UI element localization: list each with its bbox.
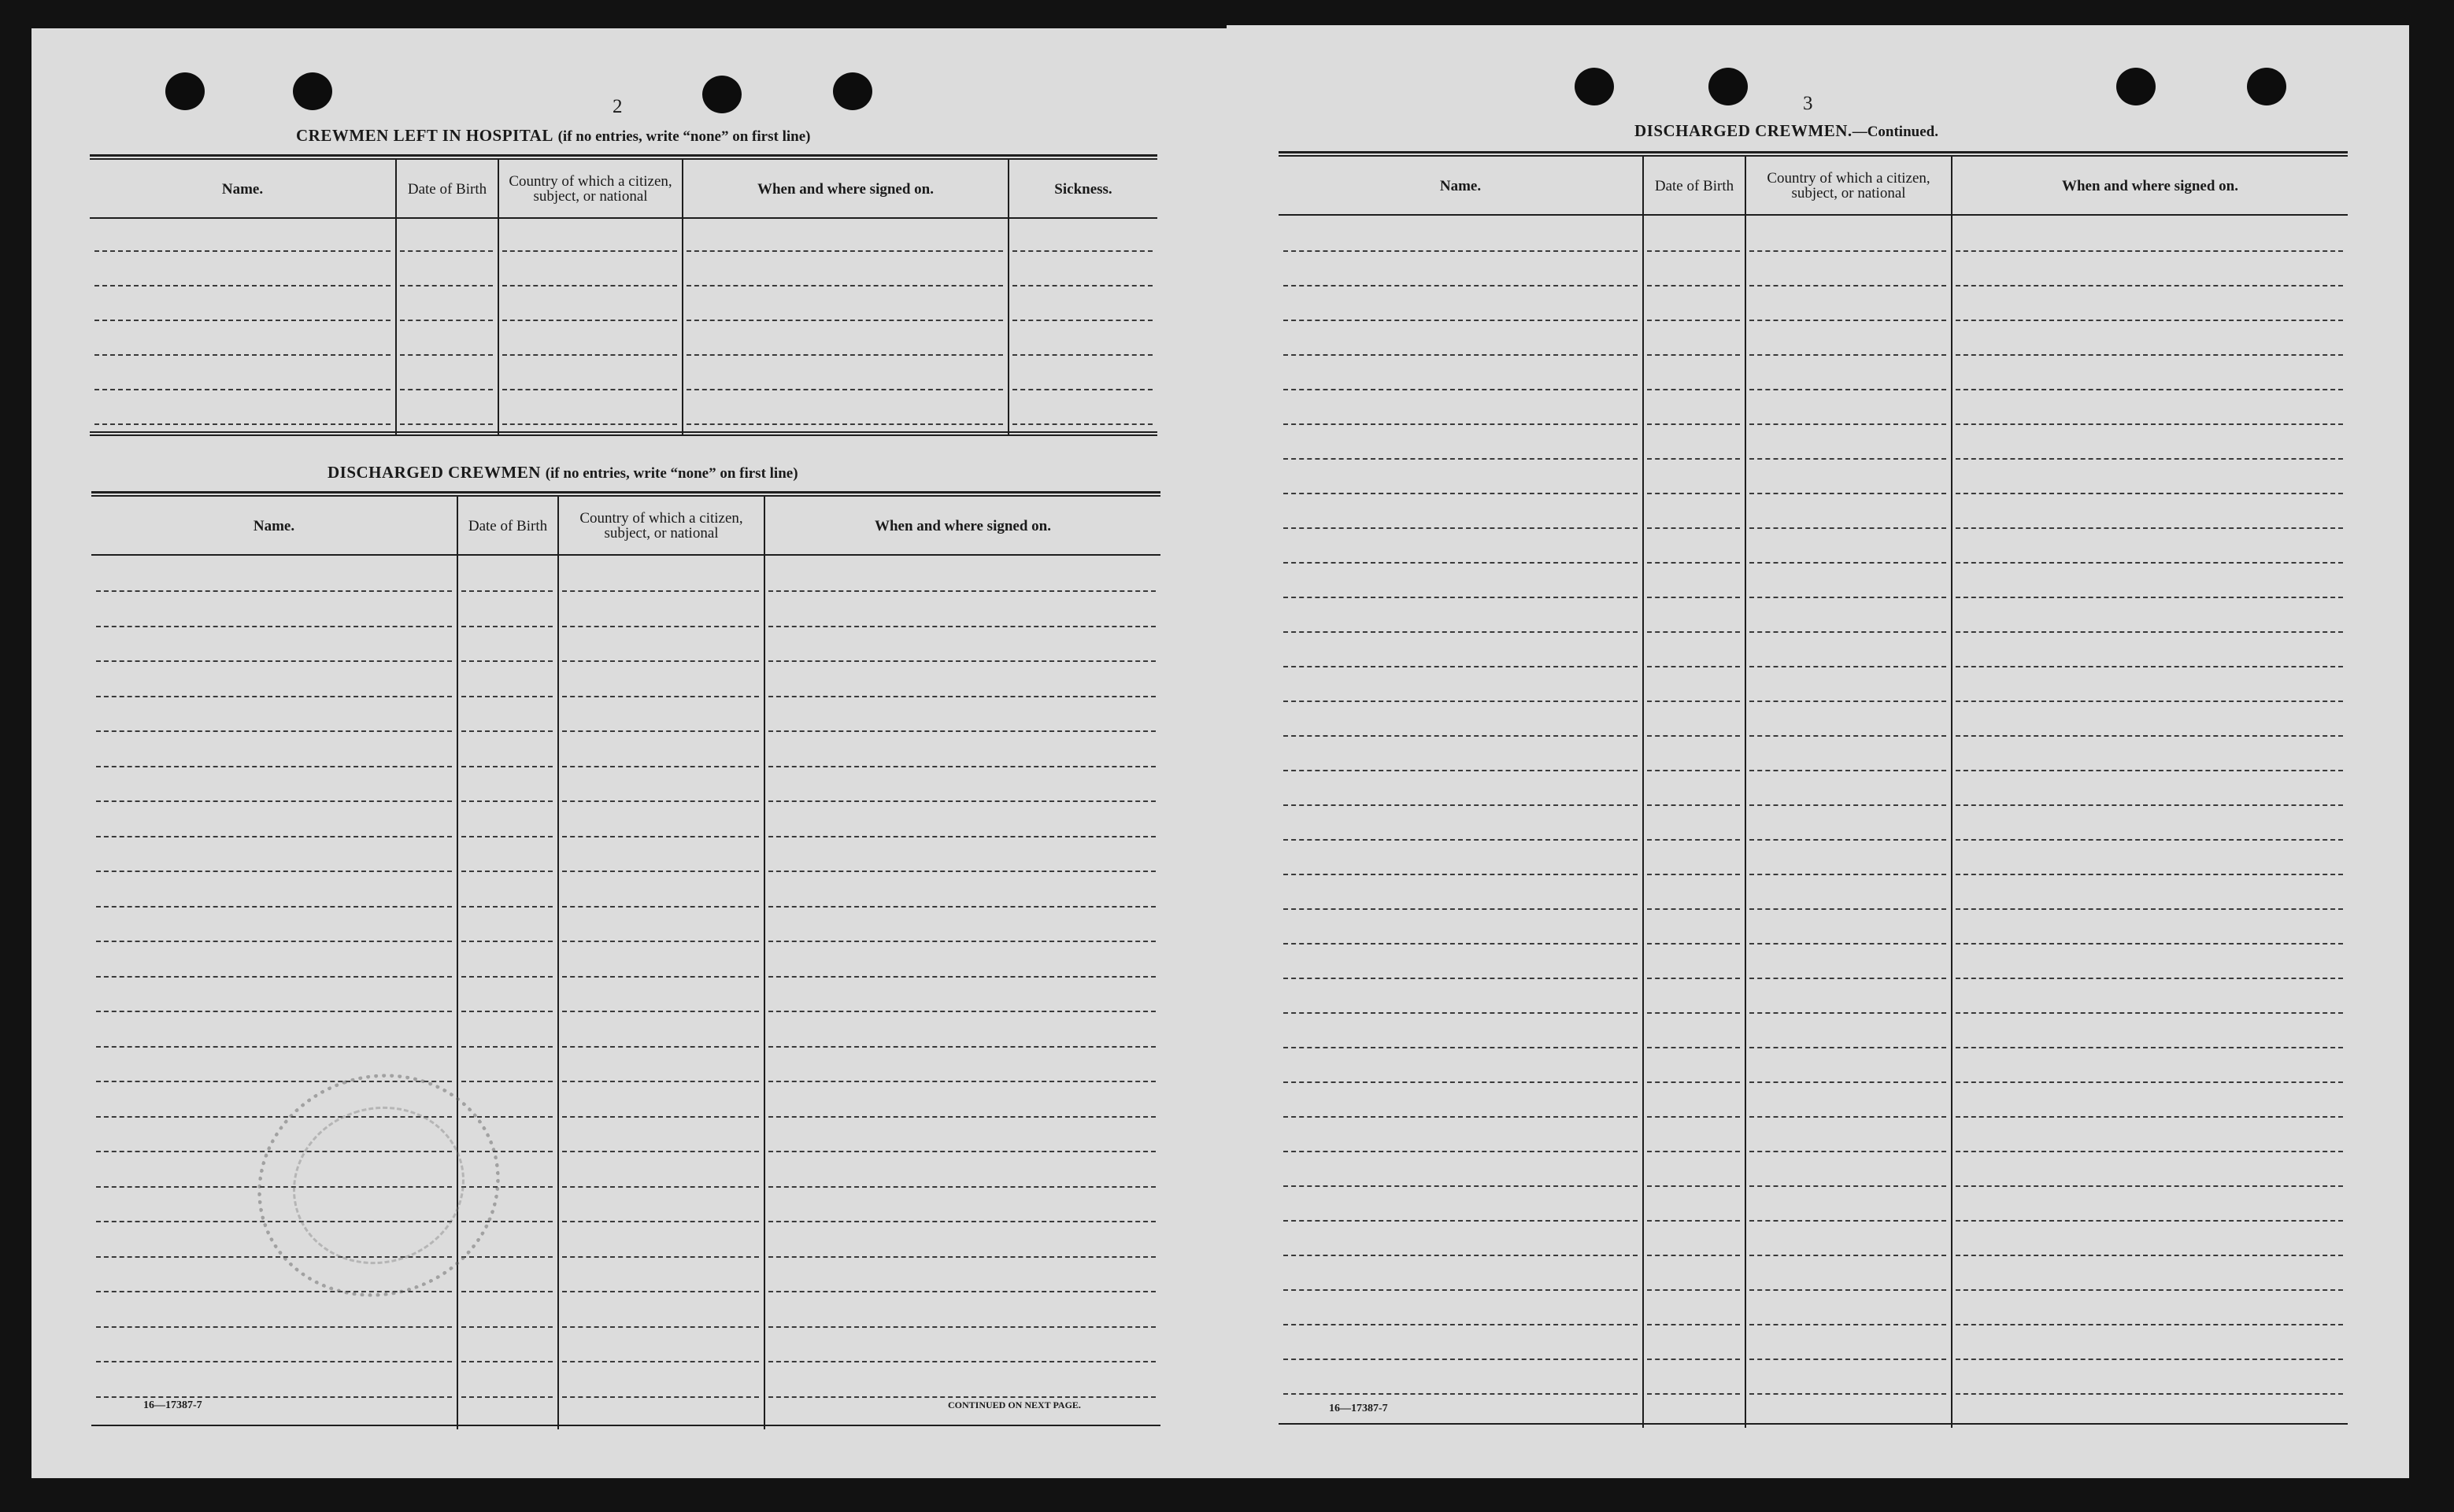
entry-line xyxy=(1956,458,2343,460)
entry-line xyxy=(96,1396,452,1398)
entry-line xyxy=(461,590,553,592)
entry-line xyxy=(461,766,553,767)
entry-line xyxy=(1956,1116,2343,1118)
entry-line xyxy=(1283,1359,1638,1360)
entry-line xyxy=(1956,666,2343,667)
entry-line xyxy=(768,1011,1156,1012)
entry-line xyxy=(400,389,493,390)
entry-line xyxy=(687,285,1003,287)
entry-line xyxy=(1012,423,1153,425)
entry-line xyxy=(1956,770,2343,771)
entry-line xyxy=(1647,908,1740,910)
entry-line xyxy=(96,871,452,872)
entry-line xyxy=(1647,1081,1740,1083)
entry-line xyxy=(461,1396,553,1398)
entry-line xyxy=(562,1116,759,1118)
column-header-date-of-birth: Date of Birth xyxy=(1654,177,1734,194)
entry-line xyxy=(461,660,553,662)
entry-line xyxy=(562,590,759,592)
entry-line xyxy=(1749,389,1946,390)
entry-line xyxy=(1749,839,1946,841)
entry-line xyxy=(1283,320,1638,321)
discharged-section-title: DISCHARGED CREWMEN (if no entries, write “none” on first line) xyxy=(328,463,798,482)
entry-line xyxy=(562,1151,759,1152)
entry-line xyxy=(1647,874,1740,875)
entry-line xyxy=(1647,527,1740,529)
page-number: 2 xyxy=(613,96,623,117)
entry-line xyxy=(502,354,677,356)
entry-line xyxy=(768,1361,1156,1362)
entry-line xyxy=(1956,1289,2343,1291)
column-header-when-where-signed: When and where signed on. xyxy=(757,180,934,198)
entry-line xyxy=(1647,804,1740,806)
entry-line xyxy=(94,354,390,356)
punch-hole xyxy=(1575,68,1614,105)
entry-line xyxy=(1749,1289,1946,1291)
entry-line xyxy=(1956,1220,2343,1222)
entry-line xyxy=(768,626,1156,627)
entry-line xyxy=(1283,874,1638,875)
entry-line xyxy=(1749,250,1946,252)
entry-line xyxy=(1956,493,2343,494)
right-page xyxy=(1227,25,2409,1478)
entry-line xyxy=(562,1256,759,1258)
discharged-continued-title: DISCHARGED CREWMEN.—Continued. xyxy=(1634,121,1938,140)
column-header-sickness: Sickness. xyxy=(1054,180,1112,198)
entry-line xyxy=(461,730,553,732)
entry-line xyxy=(1283,1047,1638,1048)
entry-line xyxy=(400,320,493,321)
entry-line xyxy=(1956,631,2343,633)
entry-line xyxy=(1749,943,1946,945)
entry-line xyxy=(94,320,390,321)
entry-line xyxy=(1283,493,1638,494)
entry-line xyxy=(562,766,759,767)
entry-line xyxy=(768,836,1156,837)
entry-line xyxy=(562,730,759,732)
entry-line xyxy=(1749,458,1946,460)
entry-line xyxy=(1012,320,1153,321)
entry-line xyxy=(768,1291,1156,1292)
entry-line xyxy=(768,590,1156,592)
entry-line xyxy=(1283,250,1638,252)
entry-line xyxy=(461,1326,553,1328)
entry-line xyxy=(1956,1185,2343,1187)
entry-line xyxy=(96,766,452,767)
entry-line xyxy=(1283,1289,1638,1291)
entry-line xyxy=(768,1256,1156,1258)
entry-line xyxy=(96,1326,452,1328)
entry-line xyxy=(1956,1081,2343,1083)
entry-line xyxy=(461,1256,553,1258)
entry-line xyxy=(1647,320,1740,321)
hospital-section-title: CREWMEN LEFT IN HOSPITAL (if no entries, write “none” on first line) xyxy=(296,126,811,145)
punch-hole xyxy=(293,72,332,110)
entry-line xyxy=(768,766,1156,767)
entry-line xyxy=(96,626,452,627)
entry-line xyxy=(1749,1116,1946,1118)
column-header-country: Country of which a citizen, subject, or national xyxy=(509,173,672,205)
entry-line xyxy=(1749,1255,1946,1256)
entry-line xyxy=(1956,943,2343,945)
entry-line xyxy=(461,1291,553,1292)
entry-line xyxy=(1283,458,1638,460)
continued-suffix: —Continued. xyxy=(1852,124,1938,140)
entry-line xyxy=(768,696,1156,697)
entry-line xyxy=(562,1046,759,1048)
entry-line xyxy=(1647,839,1740,841)
punch-hole xyxy=(165,72,205,110)
entry-line xyxy=(1956,874,2343,875)
entry-line xyxy=(768,1046,1156,1048)
entry-line xyxy=(1956,839,2343,841)
entry-line xyxy=(1647,735,1740,737)
entry-line xyxy=(1749,1324,1946,1325)
entry-line xyxy=(768,730,1156,732)
entry-line xyxy=(1647,978,1740,979)
entry-line xyxy=(1956,701,2343,702)
page-number: 3 xyxy=(1803,93,1813,114)
entry-line xyxy=(1647,1359,1740,1360)
column-header-country: Country of which a citizen, subject, or national xyxy=(579,510,743,542)
discharged-continued-table xyxy=(1279,151,2348,1431)
entry-line xyxy=(1749,354,1946,356)
entry-line xyxy=(1956,354,2343,356)
entry-line xyxy=(1283,1393,1638,1395)
entry-line xyxy=(768,800,1156,802)
entry-line xyxy=(1749,1012,1946,1014)
entry-line xyxy=(1749,631,1946,633)
entry-line xyxy=(1749,908,1946,910)
entry-line xyxy=(96,800,452,802)
entry-line xyxy=(96,590,452,592)
entry-line xyxy=(461,976,553,978)
entry-line xyxy=(562,696,759,697)
entry-line xyxy=(1283,1185,1638,1187)
entry-line xyxy=(1956,804,2343,806)
entry-line xyxy=(1647,1324,1740,1325)
entry-line xyxy=(1956,978,2343,979)
column-header-when-where-signed: When and where signed on. xyxy=(874,517,1051,534)
entry-line xyxy=(562,1291,759,1292)
entry-line xyxy=(1749,1393,1946,1395)
entry-line xyxy=(1749,493,1946,494)
column-header-name: Name. xyxy=(253,517,295,534)
entry-line xyxy=(1283,1116,1638,1118)
entry-line xyxy=(1647,458,1740,460)
entry-line xyxy=(562,1081,759,1082)
column-header-date-of-birth: Date of Birth xyxy=(407,180,487,198)
entry-line xyxy=(1647,1047,1740,1048)
entry-line xyxy=(1956,1393,2343,1395)
entry-line xyxy=(1012,250,1153,252)
entry-line xyxy=(562,1221,759,1222)
entry-line xyxy=(96,941,452,942)
left-page xyxy=(31,28,1228,1478)
entry-line xyxy=(1283,770,1638,771)
entry-line xyxy=(1749,1047,1946,1048)
entry-line xyxy=(1956,908,2343,910)
entry-line xyxy=(1283,1255,1638,1256)
entry-line xyxy=(400,285,493,287)
entry-line xyxy=(1956,389,2343,390)
entry-line xyxy=(768,906,1156,908)
entry-line xyxy=(562,626,759,627)
entry-line xyxy=(502,320,677,321)
entry-line xyxy=(687,423,1003,425)
entry-line xyxy=(461,836,553,837)
entry-line xyxy=(1647,423,1740,425)
entry-line xyxy=(1647,562,1740,564)
entry-line xyxy=(1283,1151,1638,1152)
entry-line xyxy=(461,1011,553,1012)
entry-line xyxy=(400,423,493,425)
entry-line xyxy=(1283,735,1638,737)
entry-line xyxy=(768,976,1156,978)
entry-line xyxy=(1283,1081,1638,1083)
entry-line xyxy=(562,906,759,908)
entry-line xyxy=(1647,1151,1740,1152)
entry-line xyxy=(768,871,1156,872)
entry-line xyxy=(1647,1185,1740,1187)
entry-line xyxy=(1647,770,1740,771)
entry-line xyxy=(94,423,390,425)
entry-line xyxy=(562,1011,759,1012)
entry-line xyxy=(1749,423,1946,425)
entry-line xyxy=(1956,1151,2343,1152)
entry-line xyxy=(562,941,759,942)
entry-line xyxy=(1956,562,2343,564)
entry-line xyxy=(768,941,1156,942)
entry-line xyxy=(96,836,452,837)
entry-line xyxy=(1749,978,1946,979)
entry-line xyxy=(1749,874,1946,875)
entry-line xyxy=(1647,389,1740,390)
entry-line xyxy=(768,660,1156,662)
entry-line xyxy=(562,1326,759,1328)
entry-line xyxy=(768,1221,1156,1222)
entry-line xyxy=(768,1151,1156,1152)
entry-line xyxy=(1749,804,1946,806)
entry-line xyxy=(1283,701,1638,702)
form-number: 16—17387-7 xyxy=(1329,1403,1388,1414)
entry-line xyxy=(768,1186,1156,1188)
entry-line xyxy=(687,354,1003,356)
entry-line xyxy=(1956,423,2343,425)
entry-line xyxy=(1749,735,1946,737)
entry-line xyxy=(1956,320,2343,321)
entry-line xyxy=(94,389,390,390)
entry-line xyxy=(562,1186,759,1188)
entry-line xyxy=(400,250,493,252)
entry-line xyxy=(1283,943,1638,945)
column-header-name: Name. xyxy=(221,180,264,198)
entry-line xyxy=(96,1046,452,1048)
entry-line xyxy=(1647,666,1740,667)
entry-line xyxy=(1647,1393,1740,1395)
punch-hole xyxy=(2116,68,2156,105)
entry-line xyxy=(1283,908,1638,910)
entry-line xyxy=(562,871,759,872)
entry-line xyxy=(1956,285,2343,287)
entry-line xyxy=(502,423,677,425)
entry-line xyxy=(1749,666,1946,667)
entry-line xyxy=(1956,597,2343,598)
hospital-table xyxy=(90,154,1157,469)
entry-line xyxy=(1647,631,1740,633)
entry-line xyxy=(1749,1151,1946,1152)
entry-line xyxy=(1283,354,1638,356)
entry-line xyxy=(96,1011,452,1012)
entry-line xyxy=(1956,250,2343,252)
entry-line xyxy=(1647,1116,1740,1118)
entry-line xyxy=(96,1361,452,1362)
entry-line xyxy=(1283,562,1638,564)
entry-line xyxy=(1283,1012,1638,1014)
column-header-name: Name. xyxy=(1439,177,1482,194)
entry-line xyxy=(1647,1220,1740,1222)
entry-line xyxy=(562,836,759,837)
entry-line xyxy=(400,354,493,356)
entry-line xyxy=(1749,701,1946,702)
entry-line xyxy=(461,696,553,697)
entry-line xyxy=(1283,1220,1638,1222)
entry-line xyxy=(1956,1324,2343,1325)
entry-line xyxy=(1749,562,1946,564)
entry-line xyxy=(1749,1081,1946,1083)
entry-line xyxy=(1647,701,1740,702)
entry-line xyxy=(1283,527,1638,529)
entry-line xyxy=(1647,1012,1740,1014)
punch-hole xyxy=(702,76,742,113)
entry-line xyxy=(1749,597,1946,598)
entry-line xyxy=(1749,320,1946,321)
entry-line xyxy=(1647,493,1740,494)
entry-line xyxy=(1283,597,1638,598)
entry-line xyxy=(1647,354,1740,356)
entry-line xyxy=(768,1396,1156,1398)
entry-line xyxy=(1283,804,1638,806)
entry-line xyxy=(461,871,553,872)
entry-line xyxy=(1749,1185,1946,1187)
entry-line xyxy=(1283,1324,1638,1325)
entry-line xyxy=(1956,527,2343,529)
entry-line xyxy=(687,320,1003,321)
entry-line xyxy=(96,660,452,662)
entry-line xyxy=(1647,250,1740,252)
form-number: 16—17387-7 xyxy=(143,1399,202,1411)
entry-line xyxy=(1749,770,1946,771)
column-header-country: Country of which a citizen, subject, or national xyxy=(1767,170,1930,201)
discharged-table xyxy=(91,491,1160,1433)
entry-line xyxy=(461,626,553,627)
discharged-section-instruction: (if no entries, write “none” on first line) xyxy=(545,465,798,482)
entry-line xyxy=(1956,1359,2343,1360)
entry-line xyxy=(1956,735,2343,737)
punch-hole xyxy=(1708,68,1748,105)
entry-line xyxy=(1012,354,1153,356)
entry-line xyxy=(562,1396,759,1398)
entry-line xyxy=(687,250,1003,252)
entry-line xyxy=(461,906,553,908)
entry-line xyxy=(1749,1220,1946,1222)
column-header-when-where-signed: When and where signed on. xyxy=(2061,177,2238,194)
entry-line xyxy=(562,976,759,978)
entry-line xyxy=(1956,1012,2343,1014)
entry-line xyxy=(562,660,759,662)
entry-line xyxy=(461,1046,553,1048)
entry-line xyxy=(687,389,1003,390)
entry-line xyxy=(562,1361,759,1362)
entry-line xyxy=(1283,631,1638,633)
entry-line xyxy=(1012,389,1153,390)
entry-line xyxy=(461,1361,553,1362)
entry-line xyxy=(1647,285,1740,287)
entry-line xyxy=(94,285,390,287)
entry-line xyxy=(1956,1255,2343,1256)
entry-line xyxy=(502,285,677,287)
entry-line xyxy=(1647,1289,1740,1291)
entry-line xyxy=(94,250,390,252)
entry-line xyxy=(1647,597,1740,598)
punch-hole xyxy=(2247,68,2286,105)
continued-note: CONTINUED ON NEXT PAGE. xyxy=(948,1399,1081,1410)
entry-line xyxy=(1283,423,1638,425)
entry-line xyxy=(1956,1047,2343,1048)
entry-line xyxy=(461,800,553,802)
entry-line xyxy=(1647,943,1740,945)
entry-line xyxy=(96,976,452,978)
entry-line xyxy=(502,250,677,252)
entry-line xyxy=(1749,527,1946,529)
entry-line xyxy=(562,800,759,802)
entry-line xyxy=(1749,285,1946,287)
entry-line xyxy=(96,696,452,697)
hospital-section-instruction: (if no entries, write “none” on first line) xyxy=(557,128,811,145)
entry-line xyxy=(461,1081,553,1082)
entry-line xyxy=(1283,285,1638,287)
column-header-date-of-birth: Date of Birth xyxy=(468,517,548,534)
entry-line xyxy=(1283,978,1638,979)
entry-line xyxy=(1283,839,1638,841)
entry-line xyxy=(768,1081,1156,1082)
punch-hole xyxy=(833,72,872,110)
entry-line xyxy=(461,941,553,942)
entry-line xyxy=(768,1326,1156,1328)
entry-line xyxy=(768,1116,1156,1118)
entry-line xyxy=(1012,285,1153,287)
entry-line xyxy=(502,389,677,390)
entry-line xyxy=(1647,1255,1740,1256)
entry-line xyxy=(96,730,452,732)
entry-line xyxy=(96,906,452,908)
entry-line xyxy=(1749,1359,1946,1360)
entry-line xyxy=(1283,389,1638,390)
entry-line xyxy=(1283,666,1638,667)
